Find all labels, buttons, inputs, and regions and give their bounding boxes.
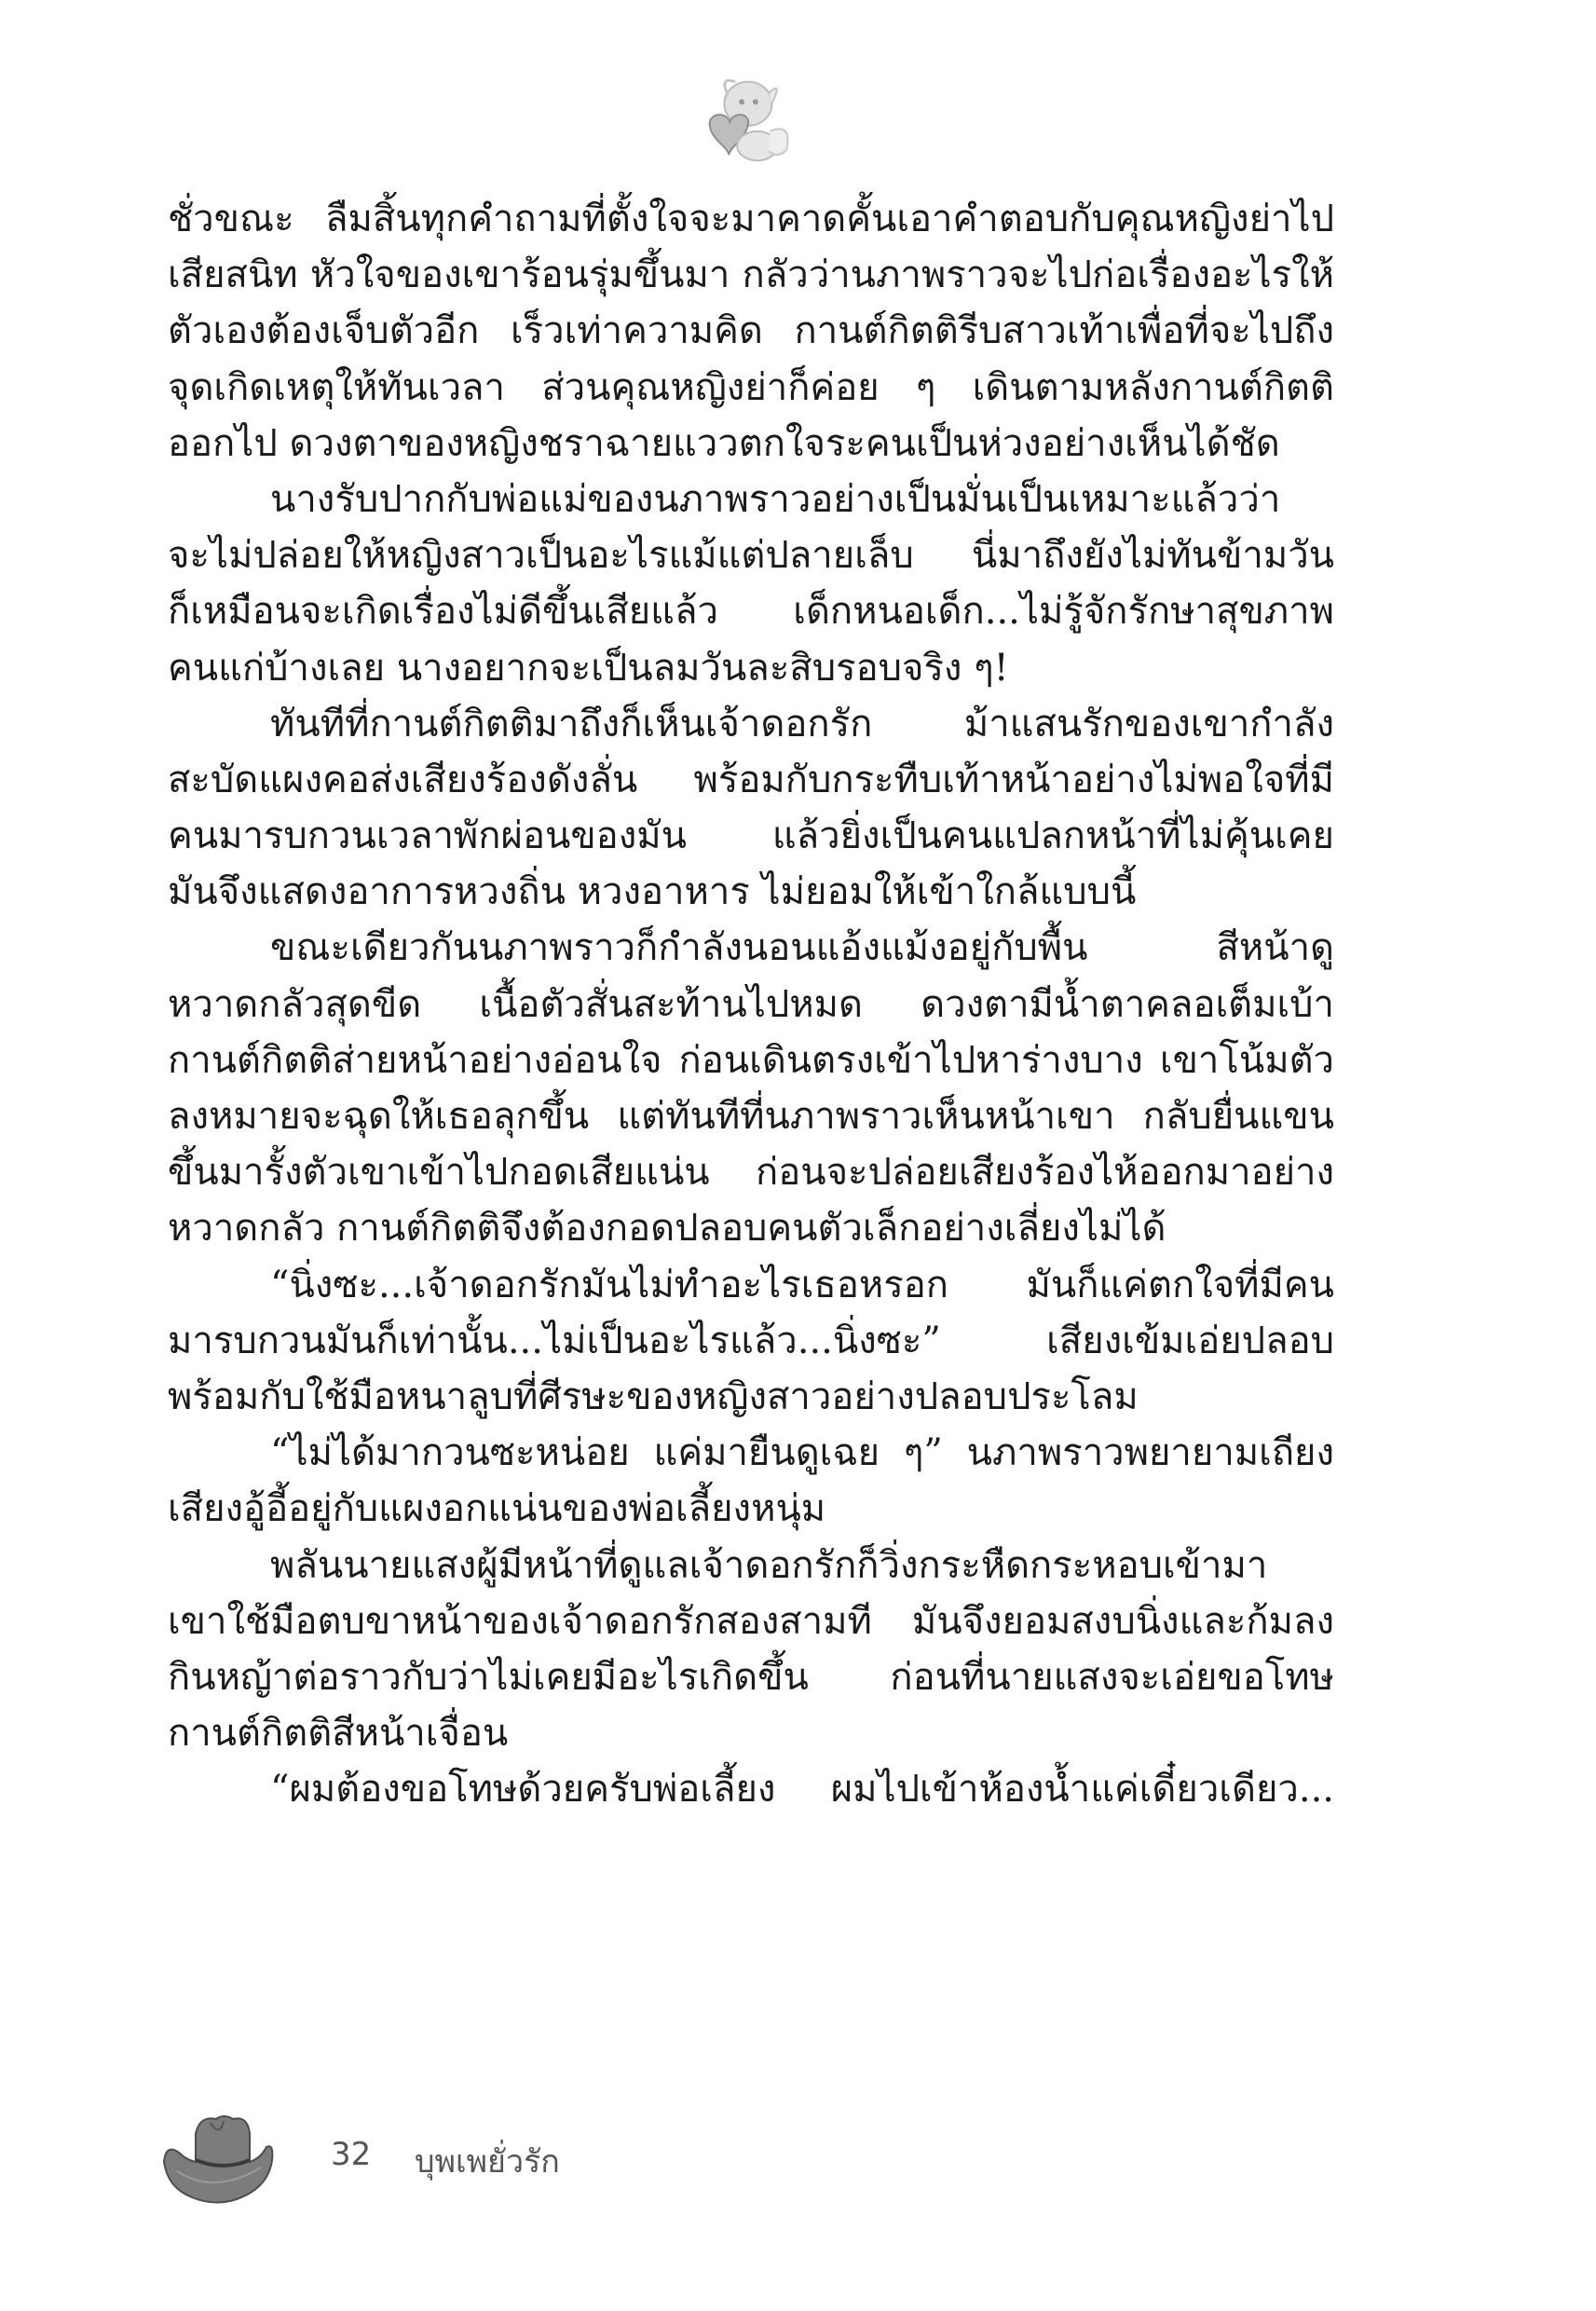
body-line: จุดเกิดเหตุให้ทันเวลา ส่วนคุณหญิงย่าก็ค่อย ๆ เดินตามหลังกานต์กิตติ <box>168 365 1334 409</box>
paragraph-first-line: ขณะเดียวกันนภาพราวก็กำลังนอนแอ้งแม้งอยู่กับพื้น สีหน้าดู <box>270 926 1334 970</box>
body-line: สะบัดแผงคอส่งเสียงร้องดังลั่น พร้อมกับกระทืบเท้าหน้าอย่างไม่พอใจที่มี <box>168 758 1334 801</box>
body-line: เสียสนิท หัวใจของเขาร้อนรุ่มขึ้นมา กลัวว่านภาพราวจะไปก่อเรื่องอะไรให้ <box>168 253 1334 297</box>
paragraph-first-line: “ผมต้องขอโทษด้วยครับพ่อเลี้ยง ผมไปเข้าห้องน้ำแค่เดี๋ยวเดียว... <box>270 1768 1334 1812</box>
body-line: ก็เหมือนจะเกิดเรื่องไม่ดีขึ้นเสียแล้ว เด็กหนอเด็ก...ไม่รู้จักรักษาสุขภาพ <box>168 590 1334 634</box>
body-line: ชั่วขณะ ลืมสิ้นทุกคำถามที่ตั้งใจจะมาคาดคั้นเอาคำตอบกับคุณหญิงย่าไป <box>168 198 1334 240</box>
page-number: 32 <box>331 2136 372 2173</box>
paragraph-first-line: “นิ่งซะ...เจ้าดอกรักมันไม่ทำอะไรเธอหรอก มันก็แค่ตกใจที่มีคน <box>270 1263 1334 1306</box>
paragraph-first-line: นางรับปากกับพ่อแม่ของนภาพราวอย่างเป็นมั่นเป็นเหมาะแล้วว่า <box>270 477 1281 521</box>
body-line: มันจึงแสดงอาการหวงถิ่น หวงอาหาร ไม่ยอมให้เข้าใกล้แบบนี้ <box>168 870 1137 914</box>
body-line: กินหญ้าต่อราวกับว่าไม่เคยมีอะไรเกิดขึ้น ก่อนที่นายแสงจะเอ่ยขอโทษ <box>168 1655 1334 1699</box>
body-line: มารบกวนมันก็เท่านั้น...ไม่เป็นอะไรแล้ว...นิ่งซะ” เสียงเข้มเอ่ยปลอบ <box>168 1319 1334 1362</box>
body-line: ตัวเองต้องเจ็บตัวอีก เร็วเท่าความคิด กานต์กิตติรีบสาวเท้าเพื่อที่จะไปถึง <box>168 309 1334 353</box>
body-line: กานต์กิตติส่ายหน้าอย่างอ่อนใจ ก่อนเดินตรงเข้าไปหาร่างบาง เขาโน้มตัว <box>168 1038 1334 1082</box>
body-line: เสียงอู้อี้อยู่กับแผงอกแน่นของพ่อเลี้ยงหนุ่ม <box>168 1487 826 1531</box>
paragraph-first-line: “ไม่ได้มากวนซะหน่อย แค่มายืนดูเฉย ๆ” นภาพราวพยายามเถียง <box>270 1431 1334 1475</box>
paragraph-first-line: ทันทีที่กานต์กิตติมาถึงก็เห็นเจ้าดอกรัก ม้าแสนรักของเขากำลัง <box>270 702 1334 745</box>
cowboy-hat-icon <box>158 2106 275 2213</box>
body-line: ลงหมายจะฉุดให้เธอลุกขึ้น แต่ทันทีที่นภาพราวเห็นหน้าเขา กลับยื่นแขน <box>168 1095 1334 1138</box>
chapter-body <box>168 191 1334 1817</box>
body-line: หวาดกลัวสุดขีด เนื้อตัวสั่นสะท้านไปหมด ดวงตามีน้ำตาคลอเต็มเบ้า <box>168 982 1334 1026</box>
body-line: ขึ้นมารั้งตัวเขาเข้าไปกอดเสียแน่น ก่อนจะปล่อยเสียงร้องไห้ออกมาอย่าง <box>168 1151 1334 1195</box>
body-line: จะไม่ปล่อยให้หญิงสาวเป็นอะไรแม้แต่ปลายเล็บ นี่มาถึงยังไม่ทันข้ามวัน <box>168 534 1334 578</box>
body-line: เขาใช้มือตบขาหน้าของเจ้าดอกรักสองสามที มันจึงยอมสงบนิ่งและก้มลง <box>168 1599 1334 1643</box>
body-line: พร้อมกับใช้มือหนาลูบที่ศีรษะของหญิงสาวอย่างปลอบประโลม <box>168 1374 1139 1418</box>
body-line: กานต์กิตติสีหน้าเจื่อน <box>168 1712 509 1756</box>
body-line: ออกไป ดวงตาของหญิงชราฉายแววตกใจระคนเป็นห่วงอย่างเห็นได้ชัด <box>168 421 1280 465</box>
running-title: บุพเพยั่วรัก <box>415 2143 560 2181</box>
body-line: คนแก่บ้างเลย นางอยากจะเป็นลมวันละสิบรอบจริง ๆ! <box>168 646 1009 690</box>
paragraph-first-line: พลันนายแสงผู้มีหน้าที่ดูแลเจ้าดอกรักก็วิ่งกระหืดกระหอบเข้ามา <box>270 1543 1268 1587</box>
body-line: คนมารบกวนเวลาพักผ่อนของมัน แล้วยิ่งเป็นคนแปลกหน้าที่ไม่คุ้นเคย <box>168 814 1334 858</box>
cupid-heart-icon <box>691 67 801 177</box>
body-line: หวาดกลัว กานต์กิตติจึงต้องกอดปลอบคนตัวเล็กอย่างเลี่ยงไม่ได้ <box>168 1207 1166 1251</box>
